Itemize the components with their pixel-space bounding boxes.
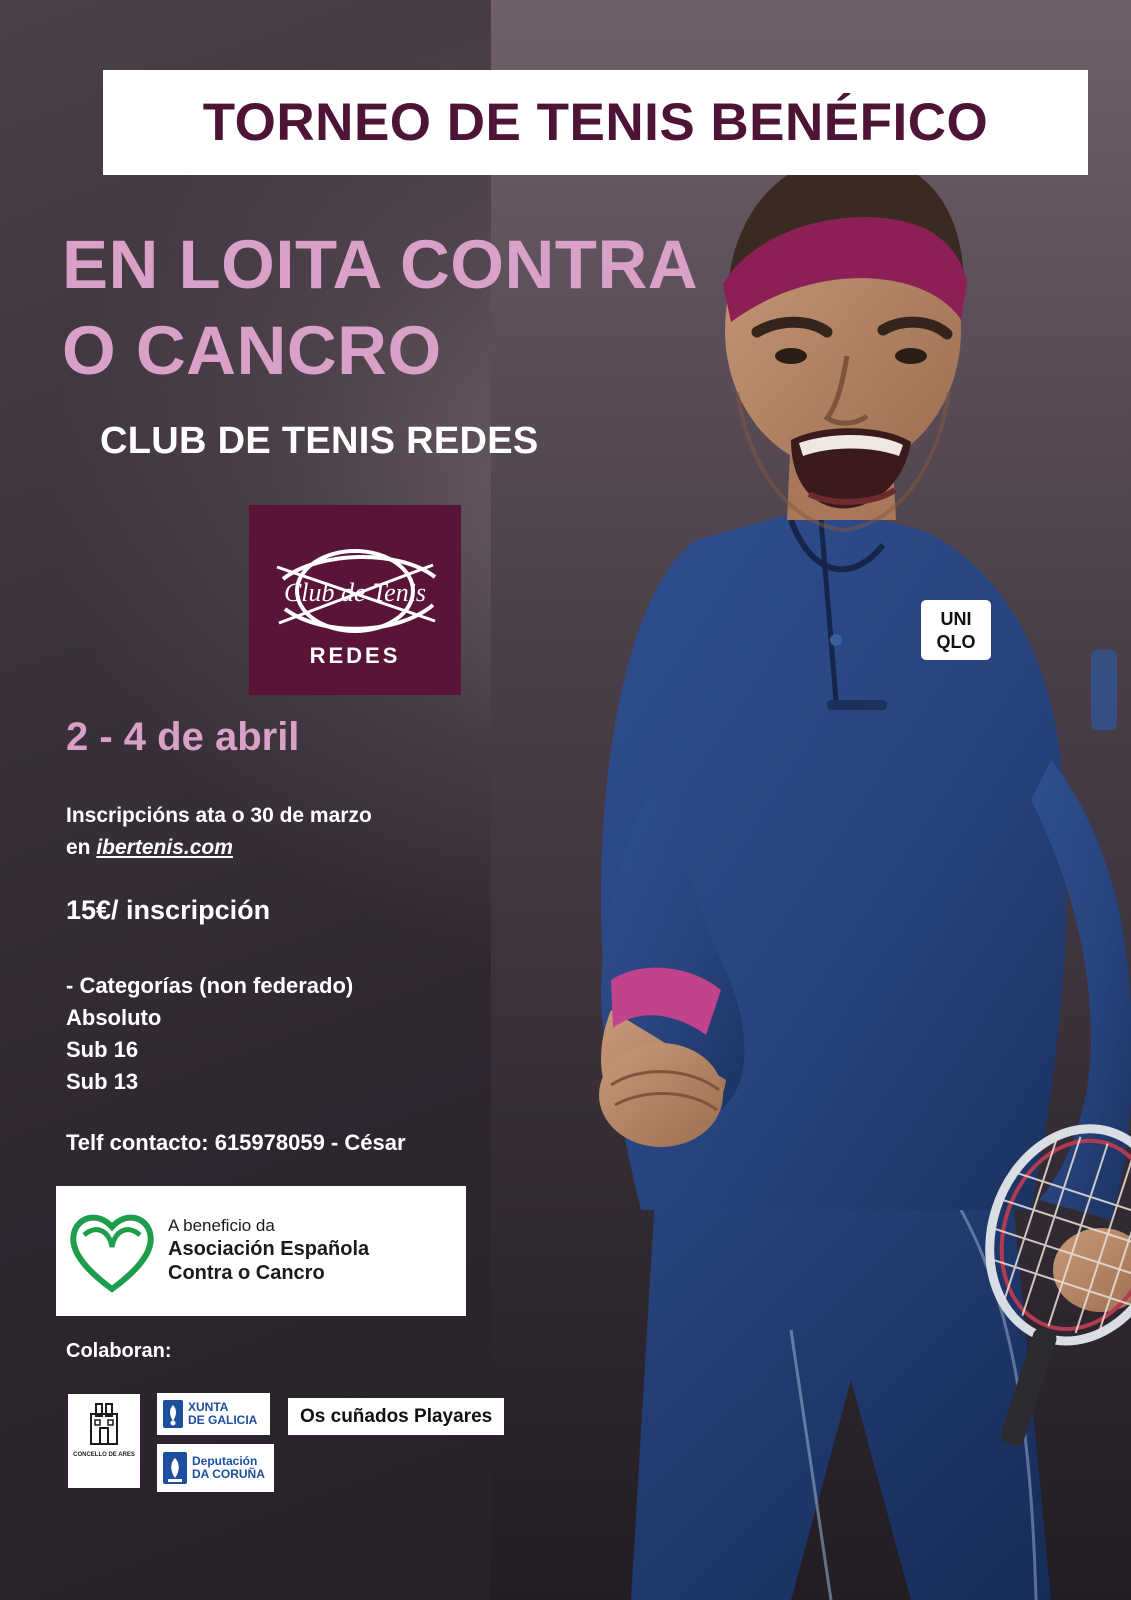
heart-icon (56, 1201, 168, 1301)
category-item-absoluto: Absoluto (66, 1004, 162, 1030)
logo-concello-de-ares (68, 1394, 140, 1488)
registration-price: 15€/ inscripción (66, 895, 271, 925)
registration-info (66, 800, 496, 889)
logo-ares-caption: CONCELLO DE ARES (73, 1452, 135, 1458)
page-title: TORNEO DE TENIS BENÉFICO (202, 93, 989, 152)
headline-line-2: O CANCRO (62, 312, 442, 390)
logo-xunta-line-2: DE GALICIA (188, 1413, 258, 1427)
sponsor-name: Os cuñados Playares (300, 1405, 493, 1427)
logo-deputacion-line-2: DA CORUÑA (192, 1467, 265, 1481)
event-dates: 2 - 4 de abril (66, 715, 300, 759)
beneficiary-line-2: Contra o Cancro (168, 1262, 325, 1285)
svg-text:UNI: UNI (940, 609, 972, 629)
logo-deputacion-line-1: Deputación (192, 1453, 258, 1468)
category-item-sub16: Sub 16 (66, 1036, 139, 1062)
registration-deadline: Inscripcións ata o 30 de marzo (66, 804, 372, 827)
logo-xunta-de-galicia (157, 1393, 270, 1435)
category-item-sub13: Sub 13 (66, 1068, 139, 1094)
contact-phone: Telf contacto: 615978059 - César (66, 1130, 406, 1155)
logo-deputacion-da-coruna (157, 1444, 274, 1492)
categories-heading: - Categorías (non federado) (66, 973, 354, 998)
poster-title-bar (103, 70, 1088, 175)
beneficiary-line-1: Asociación Española (168, 1237, 370, 1260)
club-logo (249, 505, 461, 695)
svg-text:QLO: QLO (936, 632, 976, 652)
beneficiary-text (168, 1216, 369, 1286)
club-logo-script: Club de Tenis (283, 578, 427, 607)
categories-block (66, 970, 353, 1098)
club-logo-name: REDES (309, 643, 401, 668)
xunta-emblem-icon (162, 1399, 184, 1429)
headline-line-1: EN LOITA CONTRA (62, 226, 699, 303)
subtitle-club: CLUB DE TENIS REDES (100, 420, 539, 462)
registration-site-link[interactable]: ibertenis.com (96, 835, 233, 859)
beneficiary-box (56, 1186, 466, 1316)
logo-sponsor-os-cunados-playares (288, 1398, 504, 1435)
logo-xunta-line-1: XUNTA (188, 1399, 229, 1414)
headline (62, 222, 862, 395)
deputacion-emblem-icon (162, 1451, 188, 1485)
registration-site-prefix: en (66, 835, 97, 859)
collaborators-label: Colaboran: (66, 1340, 172, 1362)
beneficiary-small: A beneficio da (168, 1216, 275, 1236)
